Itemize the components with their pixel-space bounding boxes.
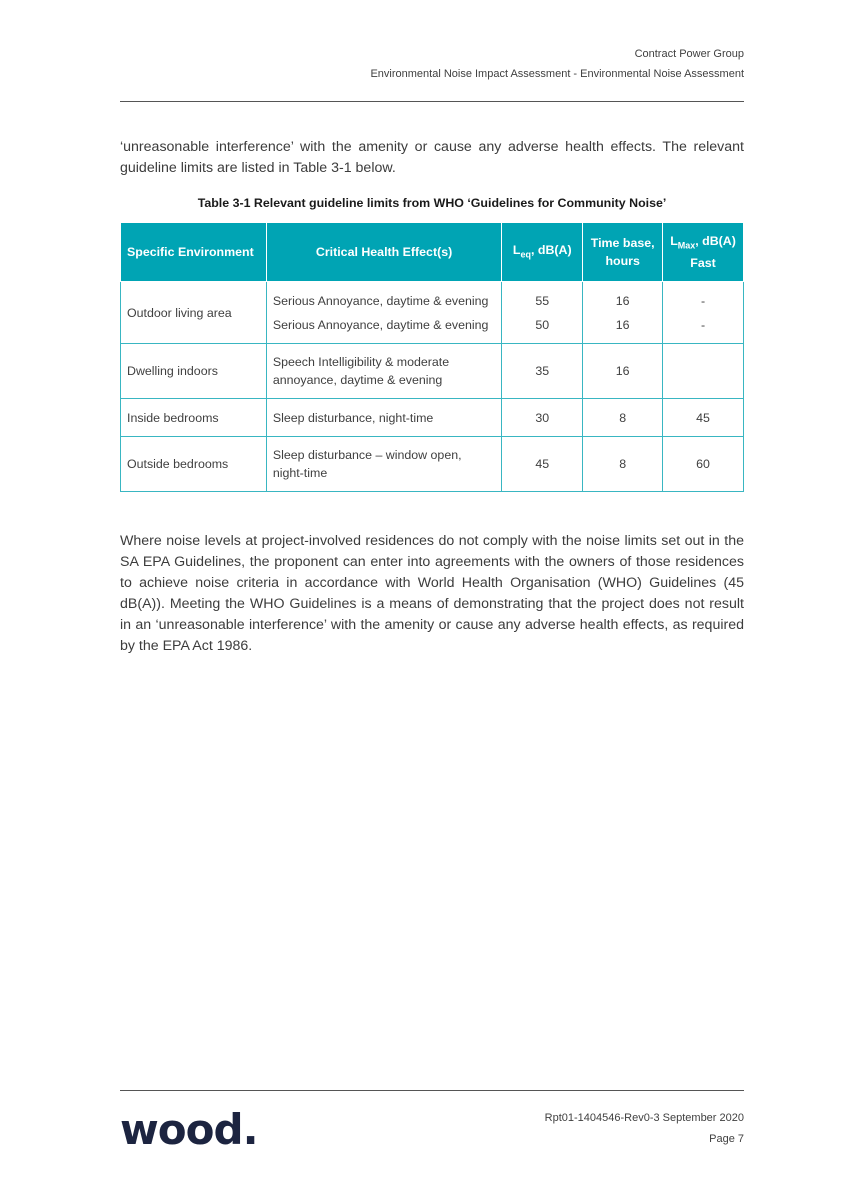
- cell-lmax: 45: [663, 399, 744, 437]
- cell-environment: Dwelling indoors: [121, 344, 267, 399]
- cell-lmax: - -: [663, 282, 744, 344]
- page-number: Page 7: [709, 1133, 744, 1145]
- header-lmax: $L_{Max}$, dB(A) Fast: [663, 223, 744, 282]
- cell-effect: Serious Annoyance, daytime & evening Serious Annoyance, daytime & evening: [266, 282, 502, 344]
- header-time-base: Time base, hours: [583, 223, 663, 282]
- header-report-title: Environmental Noise Impact Assessment - Environmental Noise Assessment: [370, 68, 744, 80]
- cell-environment: Inside bedrooms: [121, 399, 267, 437]
- header-divider: [120, 101, 744, 102]
- table-row: [121, 399, 744, 437]
- table-row: [121, 282, 744, 344]
- cell-time-base: 8: [583, 437, 663, 492]
- header-specific-environment: Specific Environment: [121, 223, 267, 282]
- cell-leq: 55 50: [502, 282, 583, 344]
- cell-leq: 45: [502, 437, 583, 492]
- cell-leq: 30: [502, 399, 583, 437]
- header-critical-health-effect: Critical Health Effect(s): [266, 223, 502, 282]
- cell-leq: 35: [502, 344, 583, 399]
- footer-divider: [120, 1090, 744, 1091]
- doc-reference: Rpt01-1404546-Rev0-3 September 2020: [544, 1112, 744, 1124]
- header-leq: $L_{eq}$, dB(A): [502, 223, 583, 282]
- page-header: [370, 44, 744, 84]
- table-row: [121, 344, 744, 399]
- wood-logo: wood.: [120, 1105, 258, 1154]
- guideline-limits-table: [120, 222, 744, 492]
- cell-environment: Outside bedrooms: [121, 437, 267, 492]
- cell-lmax: [663, 344, 744, 399]
- header-company: Contract Power Group: [634, 48, 744, 60]
- table-header-row: [121, 223, 744, 282]
- cell-effect: Sleep disturbance – window open, night-time: [266, 437, 502, 492]
- cell-time-base: 16: [583, 344, 663, 399]
- table-caption: Table 3-1 Relevant guideline limits from WHO ‘Guidelines for Community Noise’: [197, 196, 667, 210]
- cell-time-base: 8: [583, 399, 663, 437]
- body-paragraph: Where noise levels at project-involved residences do not comply with the noise limits set out in the SA EPA Guidelines, the proponent can enter into agreements with the owners of those residences to achieve noise criteria in accordance with World Health Organisation (WHO) Guidelines (45 dB(A)). Meeting the WHO Guidelines is a means of demonstrating that the project does not result in an ‘unreasonable interference’ with the amenity or cause any adverse health effects, as required by the EPA Act 1986.: [120, 533, 744, 654]
- cell-lmax: 60: [663, 437, 744, 492]
- cell-effect: Sleep disturbance, night-time: [266, 399, 502, 437]
- cell-effect: Speech Intelligibility & moderate annoyance, daytime & evening: [266, 344, 502, 399]
- cell-environment: Outdoor living area: [121, 282, 267, 344]
- page-footer: [545, 1108, 744, 1150]
- intro-paragraph: ‘unreasonable interference’ with the amenity or cause any adverse health effects. The relevant guideline limits are listed in Table 3-1 below.: [120, 139, 744, 176]
- table-row: [121, 437, 744, 492]
- cell-time-base: 16 16: [583, 282, 663, 344]
